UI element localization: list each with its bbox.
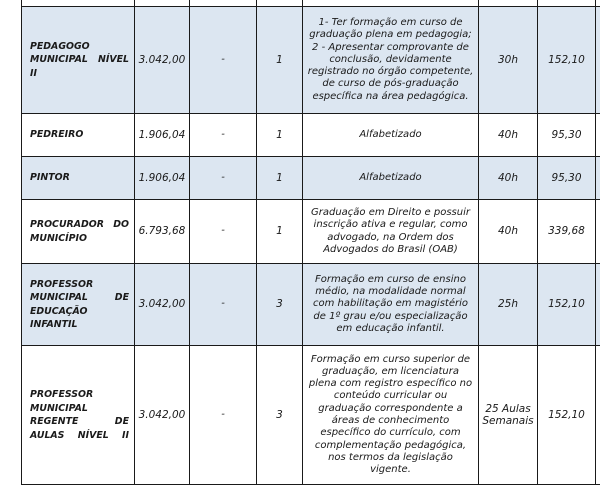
cell-requisitos: Alfabetizado [303,114,479,157]
table-row [22,114,600,157]
cell-requisitos: Formação em curso de ensino médio, na modalidade normal com habilitação em magistério de 1º grau e/ou especialização em educação infantil. [303,264,479,346]
table-row [22,264,600,346]
cell-cr: - [190,7,257,114]
cell-cargo: PROFESSOR MUNICIPAL REGENTE DE AULAS NÍVEL II [22,346,135,485]
cell-cr: - [190,264,257,346]
cell-vagas: 1 [257,7,303,114]
cell-vagas: 1 [257,200,303,264]
cell-taxa: 95,30 [538,157,596,200]
cell-vagas: 3 [257,264,303,346]
cell-cut-off [596,7,600,114]
cell-vencimento: 6.793,68 [135,200,190,264]
table-row [22,346,600,485]
cell-cargo: PEDAGOGO MUNICIPAL NÍVEL II [22,7,135,114]
cell-requisitos: Alfabetizado [303,157,479,200]
cell-cut-off [596,200,600,264]
cell-cargo: PEDREIRO [22,114,135,157]
cell-carga-horaria: 25 Aulas Semanais [479,346,538,485]
table-row [22,157,600,200]
table-row [22,7,600,114]
cargos-table [21,0,600,485]
cell-carga-horaria: 30h [479,7,538,114]
cell-cr: - [190,200,257,264]
cell-requisitos: Graduação em Direito e possuir inscrição ativa e regular, como advogado, na Ordem dos Advogados do Brasil (OAB) [303,200,479,264]
cell-vencimento: 1.906,04 [135,157,190,200]
cell-vencimento: 1.906,04 [135,114,190,157]
cell-taxa: 95,30 [538,114,596,157]
cell-carga-horaria: 40h [479,114,538,157]
cell-vagas: 1 [257,114,303,157]
cell-taxa: 152,10 [538,346,596,485]
cell-cargo: PINTOR [22,157,135,200]
cell-carga-horaria: 40h [479,200,538,264]
cell-vencimento: 3.042,00 [135,346,190,485]
cell-cr: - [190,346,257,485]
cell-taxa: 152,10 [538,7,596,114]
cell-cut-off [596,114,600,157]
cell-cargo: PROFESSOR MUNICIPAL DE EDUCAÇÃO INFANTIL [22,264,135,346]
cell-cr: - [190,114,257,157]
cell-vencimento: 3.042,00 [135,7,190,114]
cell-cargo: PROCURADOR DO MUNICÍPIO [22,200,135,264]
cell-vagas: 1 [257,157,303,200]
cell-carga-horaria: 40h [479,157,538,200]
cell-taxa: 152,10 [538,264,596,346]
cell-cut-off [596,157,600,200]
cell-cr: - [190,157,257,200]
cell-cut-off [596,264,600,346]
cell-taxa: 339,68 [538,200,596,264]
cell-vencimento: 3.042,00 [135,264,190,346]
cell-carga-horaria: 25h [479,264,538,346]
cell-requisitos: Formação em curso superior de graduação, em licenciatura plena com registro específico no conteúdo curricular ou graduação correspondente a áreas de conhecimento específico do currículo, com complementação pedagógica, nos termos da legislação vigente. [303,346,479,485]
cell-requisitos: 1- Ter formação em curso de graduação plena em pedagogia; 2 - Apresentar comprovante de conclusão, devidamente registrado no órgão competente, de curso de pós-graduação específica na área pedagógica. [303,7,479,114]
cell-cut-off [596,346,600,485]
cell-vagas: 3 [257,346,303,485]
table-row [22,200,600,264]
